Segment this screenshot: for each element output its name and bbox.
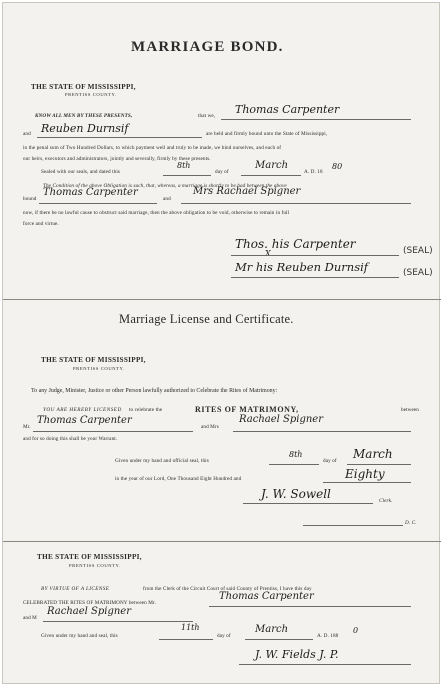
certificate-day-line (159, 639, 213, 640)
certificate-year: 0 (353, 626, 359, 635)
surety-line (37, 137, 202, 138)
certificate-state: THE STATE OF MISSISSIPPI, (37, 553, 142, 561)
section-divider-1 (3, 299, 441, 300)
certificate-and-m: and M (23, 615, 37, 621)
certificate-bride-name: Rachael Spigner (47, 606, 132, 617)
bond-groom-line (39, 203, 157, 204)
bond-bride-name: Mrs Rachael Spigner (193, 186, 301, 197)
condition-text-a: The Condition of the above Obligation is such, that, whereas, a marriage is shortly to be had between the above (43, 183, 287, 189)
heirs-text: our heirs, executors and administrators, jointly and severally, firmly by these presents. (23, 156, 211, 162)
certificate-given-text: Given under my hand and seal, this (41, 633, 118, 639)
license-year-line (323, 482, 411, 483)
license-groom-name: Thomas Carpenter (37, 415, 132, 426)
celebrated-text: CELEBRATED THE RITES OF MATRIMONY between Mr. (23, 600, 156, 606)
bond-state: THE STATE OF MISSISSIPPI, (31, 83, 136, 91)
bond-groom-name: Thomas Carpenter (43, 187, 138, 198)
bond-surety-name: Reuben Durnsif (41, 122, 129, 135)
license-mr: Mr. (23, 424, 31, 430)
seal-icon-2: (SEAL) (403, 268, 433, 278)
license-month: March (353, 447, 393, 461)
license-bride-line (233, 431, 411, 432)
license-day: 8th (289, 450, 303, 459)
license-day-line (269, 464, 319, 465)
held-text: are held and firmly bound unto the State of Mississippi, (206, 131, 328, 137)
condition-text-c: force and virtue. (23, 221, 59, 227)
section-divider-2 (3, 541, 441, 542)
condition-text-b: now, if there be no lawful cause to obstruct said marriage, then the above obligation to be void, otherwise to remain in full (23, 210, 290, 216)
license-county: PRENTISS COUNTY. (73, 366, 125, 371)
license-day-of: day of (323, 458, 337, 464)
bond-and-text: and (23, 131, 31, 137)
signature-thomas: Thos. his Carpenter (235, 237, 356, 251)
license-title: Marriage License and Certificate. (119, 312, 294, 326)
clerk-label: Clerk. (379, 498, 393, 504)
that-we-text: that we, (198, 113, 216, 119)
bond-and2: and (163, 196, 171, 202)
rites-of-matrimony: RITES OF MATRIMONY, (195, 405, 299, 414)
bond-month: March (255, 160, 289, 171)
license-state: THE STATE OF MISSISSIPPI, (41, 356, 146, 364)
certificate-month: March (255, 624, 289, 635)
seal-icon-1: (SEAL) (403, 246, 433, 256)
bond-day-line (163, 175, 211, 176)
year-line-text: in the year of our Lord, One Thousand Eight Hundred and (115, 476, 242, 482)
sealed-text: Sealed with our seals, and dated this (41, 169, 121, 175)
license-salutation: To any Judge, Minister, Justice or other Person lawfully authorized to Celebrate the Rites of Matrimony: (31, 388, 278, 394)
certificate-ad: A. D. 188 (317, 633, 339, 639)
signature-reuben: Mr his Reuben Durnsif (235, 260, 369, 274)
penal-sum-text: in the penal sum of Two Hundred Dollars, to which payment well and truly to be made, we bind ourselves, and each of (23, 145, 282, 151)
clerk-signature: J. W. Sowell (261, 487, 331, 501)
license-groom-line (33, 431, 193, 432)
warrant-text: and for so doing this shall be your Warrant. (23, 436, 118, 442)
know-all-text: KNOW ALL MEN BY THESE PRESENTS, (35, 113, 133, 119)
licensed-text-a: YOU ARE HEREBY LICENSED (43, 407, 122, 413)
bond-bride-line (181, 203, 411, 204)
bond-county: PRENTISS COUNTY. (65, 92, 117, 97)
certificate-county: PRENTISS COUNTY. (69, 563, 121, 568)
license-and-mrs: and Mrs (201, 424, 219, 430)
certificate-groom-name: Thomas Carpenter (219, 591, 314, 602)
bond-month-line (241, 175, 301, 176)
certificate-bride-line (43, 621, 193, 622)
principal-line (221, 119, 411, 120)
officiant-line (239, 664, 411, 665)
license-year-word: Eighty (345, 467, 385, 481)
licensed-text-b: to celebrate the (129, 407, 163, 413)
dc-line (303, 525, 403, 526)
bond-day: 8th (177, 161, 191, 170)
license-given-text: Given under my hand and official seal, this (115, 458, 209, 464)
bond-title: MARRIAGE BOND. (131, 39, 284, 55)
signature2-line (231, 277, 399, 278)
certificate-groom-line (209, 606, 411, 607)
virtue-text-a: BY VIRTUE OF A LICENSE (41, 586, 110, 592)
marriage-document (2, 2, 440, 684)
clerk-line (243, 503, 373, 504)
bond-day-of: day of (215, 169, 229, 175)
certificate-month-line (245, 639, 313, 640)
bond-principal-name: Thomas Carpenter (235, 103, 340, 116)
bound-text: bound (23, 196, 37, 202)
license-month-line (347, 464, 411, 465)
signature1-line (231, 255, 399, 256)
virtue-text-b: from the Clerk of the Circuit Court of said County of Prentiss, I have this day (143, 586, 312, 592)
certificate-day: 11th (181, 623, 200, 632)
license-bride-name: Rachael Spigner (239, 414, 324, 425)
officiant-signature: J. W. Fields J. P. (255, 648, 339, 661)
certificate-day-of: day of (217, 633, 231, 639)
between-text: between (401, 407, 419, 413)
bond-ad: A. D. 18 (304, 169, 323, 175)
dc-label: D. C. (405, 520, 417, 526)
signature-mark: X (265, 249, 271, 258)
bond-year: 80 (332, 162, 343, 171)
